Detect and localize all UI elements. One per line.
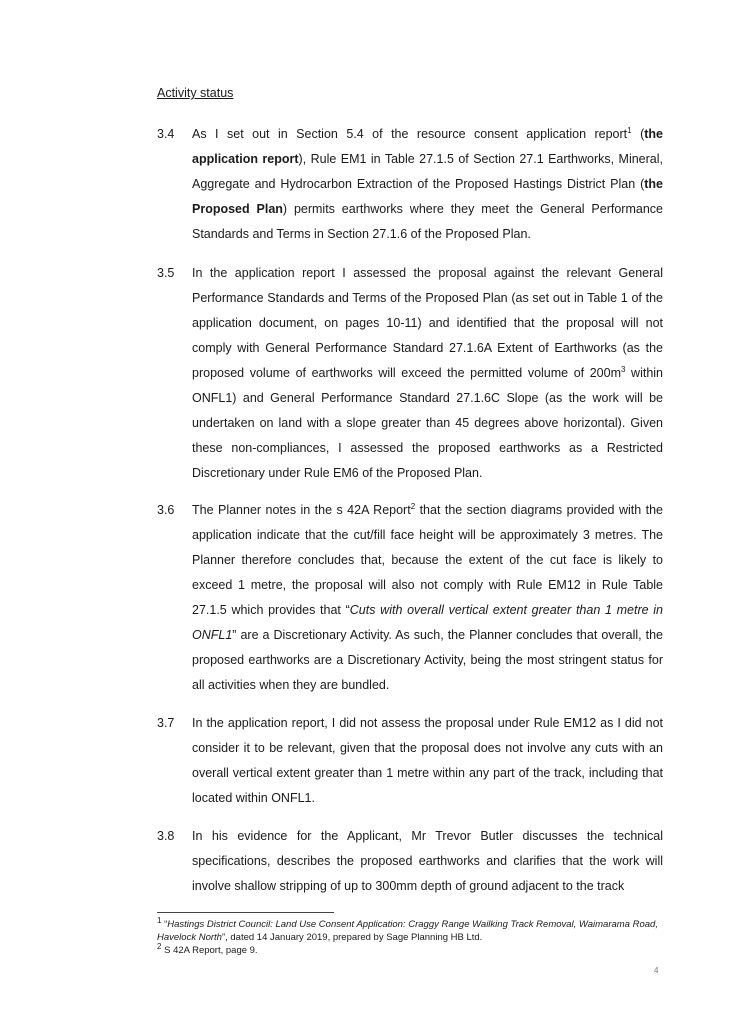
paragraph-text: As I set out in Section 5.4 of the resource consent application report$^1$ (the application report), Rule EM1 in Table 27.1.5 of Section 27.1 Earthworks, Mineral, Aggregate and Hydrocarbon Extraction of the Proposed Hastings District Plan (the Proposed Plan) permits earthworks where they meet the General Performance Standards and Terms in Section 27.1.6 of the Proposed Plan. (192, 125, 663, 241)
defined-term: the Proposed Plan (192, 177, 663, 216)
footnote-ref: 1 (627, 125, 632, 135)
footnote-separator (157, 912, 334, 913)
paragraph-number: 3.5 (157, 266, 175, 280)
paragraph-number: 3.8 (157, 829, 175, 843)
italic-quote: Cuts with overall vertical extent greater than 1 metre in ONFL1 (192, 603, 663, 642)
footnote-ref: 2 (157, 941, 162, 951)
paragraph-3-5 (157, 261, 663, 486)
footnote-2: $^2$ S 42A Report, page 9. (157, 941, 258, 956)
paragraph-text: In his evidence for the Applicant, Mr Trevor Butler discusses the technical specifications, describes the proposed earthworks and clarifies that the work will involve shallow stripping of up to 300mm depth of ground adjacent to the track (192, 829, 663, 893)
footnote-ref: 2 (410, 501, 416, 511)
paragraph-number: 3.6 (157, 503, 175, 517)
footnotes (157, 915, 663, 957)
paragraph-text: In the application report, I did not assess the proposal under Rule EM12 as I did not consider it to be relevant, given that the proposal does not involve any cuts with an overall vertical extent greater than 1 metre within any part of the track, including that located within ONFL1. (192, 716, 663, 805)
footnote-ref: 1 (157, 915, 162, 925)
paragraph-number: 3.7 (157, 716, 175, 730)
section-heading: Activity status (157, 86, 234, 100)
defined-term: the application report (192, 127, 663, 166)
paragraph-3-7 (157, 711, 663, 811)
paragraph-number: 3.4 (157, 127, 175, 141)
footnote-1: $^1$ “Hastings District Council: Land Use Consent Application: Craggy Range Wailking Track Removal, Waimarama Road, Havelock North”, dated 14 January 2019, prepared by Sage Planning HB Ltd. (157, 915, 658, 943)
paragraph-3-4 (157, 122, 663, 247)
footnote-ref: 3 (621, 364, 626, 374)
paragraph-text: The Planner notes in the s 42A Report$^2$ that the section diagrams provided with the application indicate that the cut/fill face height will be approximately 3 metres. The Planner therefore concludes that, because the extent of the cut face is likely to exceed 1 metre, the proposal will also not comply with Rule EM12 in Rule Table 27.1.5 which provides that “Cuts with overall vertical extent greater than 1 metre in ONFL1” are a Discretionary Activity. As such, the Planner concludes that overall, the proposed earthworks are a Discretionary Activity, being the most stringent status for all activities when they are bundled. (192, 501, 663, 692)
italic-quote: Hastings District Council: Land Use Consent Application: Craggy Range Wailking Track Removal, Waimarama Road, Havelock North (157, 919, 658, 943)
paragraph-3-6 (157, 498, 663, 698)
paragraph-3-8 (157, 824, 663, 899)
page-number: 4 (654, 966, 659, 975)
paragraph-text: In the application report I assessed the proposal against the relevant General Performance Standards and Terms of the Proposed Plan (as set out in Table 1 of the application document, on pages 10-11) and identified that the proposal will not comply with General Performance Standard 27.1.6A Extent of Earthworks (as the proposed volume of earthworks will exceed the permitted volume of $200m^3$ within ONFL1) and General Performance Standard 27.1.6C Slope (as the work will be undertaken on land with a slope greater than 45 degrees above horizontal). Given these non-compliances, I assessed the proposed earthworks as a Restricted Discretionary under Rule EM6 of the Proposed Plan. (192, 266, 663, 480)
